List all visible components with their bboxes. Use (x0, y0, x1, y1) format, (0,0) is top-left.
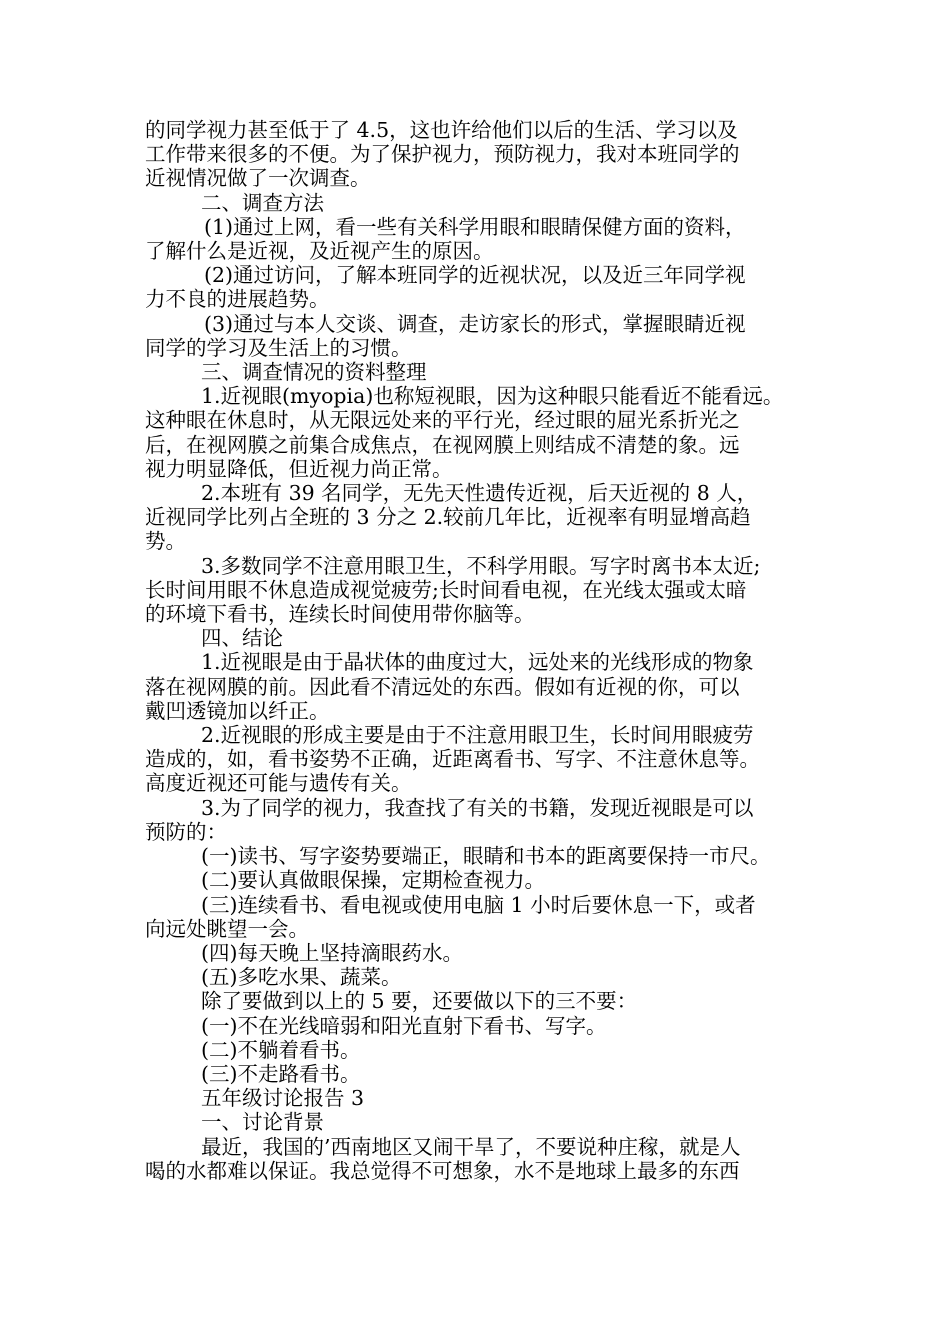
text-line: 近视同学比列占全班的 3 分之 2.较前几年比，近视率有明显增高趋 (145, 505, 751, 530)
document-body (145, 118, 817, 1183)
text-line: (三)连续看书、看电视或使用电脑 1 小时后要休息一下，或者 (201, 892, 756, 917)
text-line: 落在视网膜的前。因此看不清远处的东西。假如有近视的你，可以 (145, 674, 740, 699)
text-line: (三)不走路看书。 (201, 1061, 361, 1086)
text-line: 势。 (145, 529, 186, 554)
text-line: 戴凹透镜加以纤正。 (145, 698, 330, 723)
text-line: 高度近视还可能与遗传有关。 (145, 771, 412, 796)
text-line: (一)读书、写字姿势要端正，眼睛和书本的距离要保持一市尺。 (201, 844, 771, 869)
text-line: 喝的水都难以保证。我总觉得不可想象，水不是地球上最多的东西 (145, 1158, 740, 1183)
text-line: (1)通过上网，看一些有关科学用眼和眼睛保健方面的资料， (204, 214, 746, 239)
text-line: 除了要做到以上的 5 要，还要做以下的三不要： (201, 989, 638, 1014)
text-line: 1.近视眼是由于晶状体的曲度过大，远处来的光线形成的物象 (201, 650, 754, 675)
text-line: 同学的学习及生活上的习惯。 (145, 335, 412, 360)
text-line: 2.近视眼的形成主要是由于不注意用眼卫生，长时间用眼疲劳 (201, 723, 754, 748)
text-line: 3.为了同学的视力，我查找了有关的书籍，发现近视眼是可以 (201, 795, 754, 820)
text-line: 四、结论 (201, 626, 283, 651)
text-line: (2)通过访问，了解本班同学的近视状况，以及近三年同学视 (204, 263, 746, 288)
text-line: 一、讨论背景 (201, 1110, 324, 1135)
text-line: 3.多数同学不注意用眼卫生，不科学用眼。写字时离书本太近; (201, 553, 761, 578)
text-line: 向远处眺望一会。 (145, 916, 309, 941)
text-line: 三、调查情况的资料整理 (201, 360, 427, 385)
text-line: 的环境下看书，连续长时间使用带你脑等。 (145, 602, 535, 627)
text-line: 的同学视力甚至低于了 4.5，这也许给他们以后的生活、学习以及 (145, 118, 738, 142)
text-line: 1.近视眼(myopia)也称短视眼，因为这种眼只能看近不能看远。 (201, 384, 784, 409)
text-line: (五)多吃水果、蔬菜。 (201, 965, 402, 990)
text-line: (二)要认真做眼保操，定期检查视力。 (201, 868, 545, 893)
text-line: 后，在视网膜之前集合成焦点，在视网膜上则结成不清楚的象。远 (145, 432, 740, 457)
text-line: 了解什么是近视，及近视产生的原因。 (145, 239, 494, 264)
text-line: (3)通过与本人交谈、调查，走访家长的形式，掌握眼睛近视 (204, 311, 746, 336)
text-line: 二、调查方法 (201, 190, 324, 215)
text-line: 五年级讨论报告 3 (201, 1086, 365, 1111)
text-line: (二)不躺着看书。 (201, 1037, 361, 1062)
text-line: (四)每天晚上坚持滴眼药水。 (201, 940, 463, 965)
text-line: 造成的，如，看书姿势不正确，近距离看书、写字、不注意休息等。 (145, 747, 760, 772)
text-line: 预防的： (145, 819, 227, 844)
text-line: 视力明显降低，但近视力尚正常。 (145, 456, 453, 481)
text-line: 工作带来很多的不便。为了保护视力，预防视力，我对本班同学的 (145, 142, 740, 167)
text-line: 近视情况做了一次调查。 (145, 166, 371, 191)
text-line: (一)不在光线暗弱和阳光直射下看书、写字。 (201, 1013, 607, 1038)
text-line: 长时间用眼不休息造成视觉疲劳;长时间看电视，在光线太强或太暗 (145, 577, 747, 602)
text-line: 最近，我国的’西南地区又闹干旱了，不要说种庄稼，就是人 (201, 1134, 741, 1159)
text-line: 2.本班有 39 名同学，无先天性遗传近视，后天近视的 8 人， (201, 481, 758, 506)
text-line: 力不良的进展趋势。 (145, 287, 330, 312)
text-line: 这种眼在休息时，从无限远处来的平行光，经过眼的屈光系折光之 (145, 408, 740, 433)
